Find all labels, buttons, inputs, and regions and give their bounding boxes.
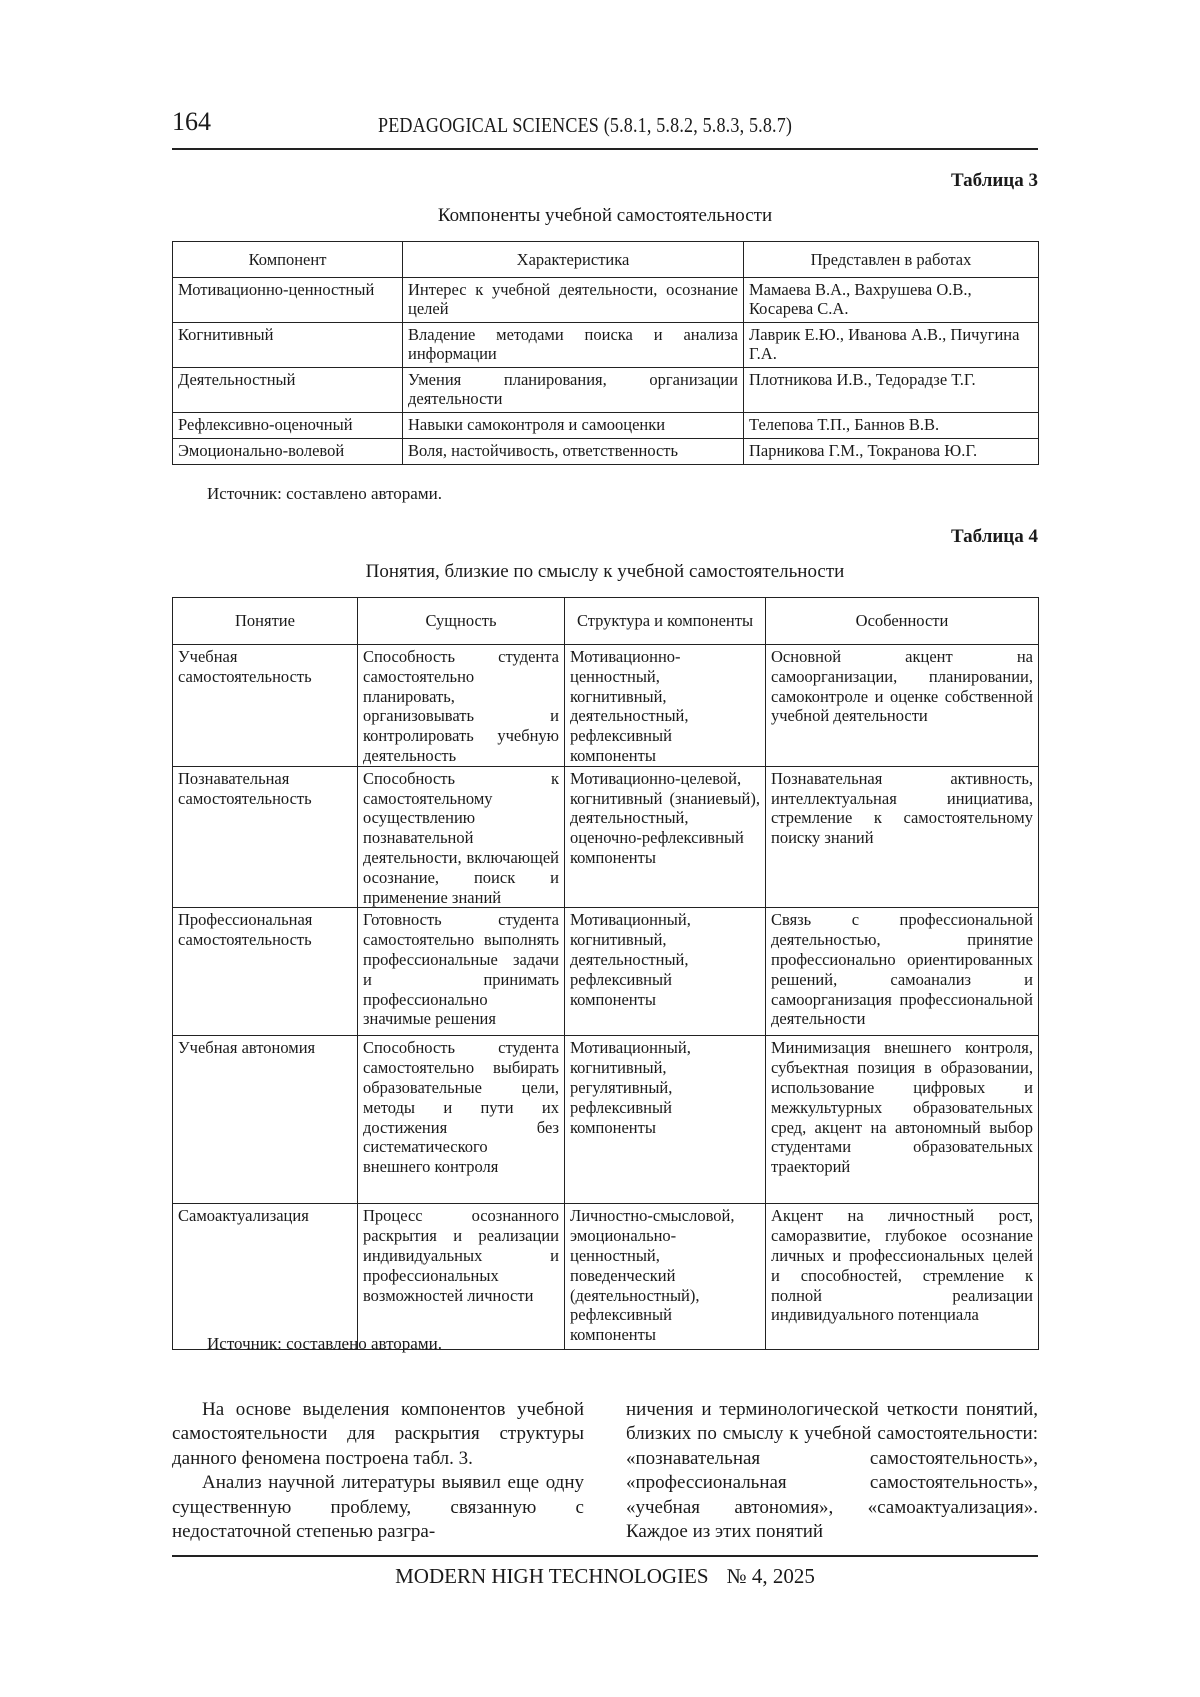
table3-cell: Плотникова И.В., Тедорадзе Т.Г.	[744, 368, 1039, 413]
table4-cell: Основной акцент на самоорганизации, планировании, самоконтроле и оценке собственной учебной деятельности	[766, 645, 1039, 767]
table3-header-cell: Компонент	[173, 242, 403, 278]
body-paragraph: На основе выделения компонентов учебной самостоятельности для раскрытия структуры данного феномена построена табл. 3.	[172, 1399, 584, 1469]
table3-cell: Лаврик Е.Ю., Иванова А.В., Пичугина Г.А.	[744, 323, 1039, 368]
table3-cell: Рефлексивно-оценочный	[173, 413, 403, 439]
table3-cell: Мамаева В.А., Вахрушева О.В., Косарева С.А.	[744, 278, 1039, 323]
table3-title: Компоненты учебной самостоятельности	[437, 205, 773, 226]
table4-row	[173, 766, 1039, 908]
table3-label: Таблица 3	[950, 170, 1038, 191]
table4-cell: Акцент на личностный рост, саморазвитие, глубокое осознание личных и профессиональных целей и способностей, стремление к полной реализации индивидуального потенциала	[766, 1204, 1039, 1350]
body-paragraph: ничения и терминологической четкости понятий, близких по смыслу к учебной самостоятельности: «познавательная самостоятельность», «профессиональная самостоятельность», «учебная автономия», «самоактуализация». Каждое из этих понятий	[626, 1399, 1038, 1543]
table4-row	[173, 1036, 1039, 1204]
table3-cell: Телепова Т.П., Баннов В.В.	[744, 413, 1039, 439]
table4-cell: Мотивационный, когнитивный, деятельностный, рефлексивный компоненты	[565, 908, 766, 1036]
table4	[172, 597, 1039, 1350]
table4-row	[173, 645, 1039, 767]
table3-cell: Навыки самоконтроля и самооценки	[403, 413, 744, 439]
table3-cell: Эмоционально-волевой	[173, 439, 403, 465]
table4-cell: Мотивационно-ценностный, когнитивный, деятельностный, рефлексивный компоненты	[565, 645, 766, 767]
body-column-right	[626, 1398, 1038, 1544]
table4-cell: Способность студента самостоятельно планировать, организовывать и контролировать учебную деятельность	[358, 645, 565, 767]
table3	[172, 241, 1039, 465]
journal-page	[172, 0, 1038, 1697]
table4-header-cell: Структура и компоненты	[565, 598, 766, 645]
table4-label: Таблица 4	[950, 526, 1038, 547]
table4-cell: Связь с профессиональной деятельностью, принятие профессионально ориентированных решений, самоанализ и самоорганизация профессиональной деятельности	[766, 908, 1039, 1036]
table4-cell: Самоактуализация	[173, 1204, 358, 1350]
table4-header-row	[173, 598, 1039, 645]
table4-row	[173, 1204, 1039, 1350]
table4-cell: Готовность студента самостоятельно выполнять профессиональные задачи и принимать профессионально значимые решения	[358, 908, 565, 1036]
table3-header-row	[173, 242, 1039, 278]
page-header	[172, 106, 1038, 150]
table3-cell: Воля, настойчивость, ответственность	[403, 439, 744, 465]
journal-section-title: PEDAGOGICAL SCIENCES (5.8.1, 5.8.2, 5.8.3, 5.8.7)	[378, 113, 793, 137]
table3-row	[173, 413, 1039, 439]
footer-issue: № 4, 2025	[726, 1564, 815, 1588]
table4-cell: Мотивационный, когнитивный, регулятивный, рефлексивный компоненты	[565, 1036, 766, 1204]
table3-cell: Когнитивный	[173, 323, 403, 368]
table4-cell: Познавательная активность, интеллектуальная инициатива, стремление к самостоятельному поиску знаний	[766, 766, 1039, 908]
table4-cell: Процесс осознанного раскрытия и реализации индивидуальных и профессиональных возможностей личности	[358, 1204, 565, 1350]
table3-row	[173, 368, 1039, 413]
table3-row	[173, 439, 1039, 465]
table3-cell: Деятельностный	[173, 368, 403, 413]
table4-source: Источник: составлено авторами.	[207, 1334, 442, 1353]
table4-row	[173, 908, 1039, 1036]
table3-cell: Мотивационно-ценностный	[173, 278, 403, 323]
table3-cell: Парникова Г.М., Токранова Ю.Г.	[744, 439, 1039, 465]
table4-title: Понятия, близкие по смыслу к учебной самостоятельности	[365, 561, 845, 582]
page-footer	[172, 1555, 1038, 1591]
table4-header-cell: Особенности	[766, 598, 1039, 645]
table4-header-cell: Сущность	[358, 598, 565, 645]
body-column-left	[172, 1398, 584, 1544]
page-number: 164	[172, 107, 211, 136]
table4-cell: Учебная самостоятельность	[173, 645, 358, 767]
table3-header-cell: Характеристика	[403, 242, 744, 278]
table3-cell: Интерес к учебной деятельности, осознание целей	[403, 278, 744, 323]
table4-cell: Способность студента самостоятельно выбирать образовательные цели, методы и пути их достижения без систематического внешнего контроля	[358, 1036, 565, 1204]
table4-cell: Способность к самостоятельному осуществлению познавательной деятельности, включающей осознание, поиск и применение знаний	[358, 766, 565, 908]
table4-cell: Минимизация внешнего контроля, субъектная позиция в образовании, использование цифровых и межкультурных образовательных сред, акцент на автономный выбор студентами образовательных траекторий	[766, 1036, 1039, 1204]
footer-journal: MODERN HIGH TECHNOLOGIES	[395, 1564, 709, 1588]
table3-source: Источник: составлено авторами.	[207, 484, 442, 503]
table4-cell: Личностно-смысловой, эмоционально-ценностный, поведенческий (деятельностный), рефлексивный компоненты	[565, 1204, 766, 1350]
table3-cell: Умения планирования, организации деятельности	[403, 368, 744, 413]
table4-cell: Профессиональная самостоятельность	[173, 908, 358, 1036]
body-paragraph: Анализ научной литературы выявил еще одну существенную проблему, связанную с недостаточной степенью разгра-	[172, 1472, 584, 1543]
table4-cell: Мотивационно-целевой, когнитивный (знаниевый), деятельностный, оценочно-рефлексивный компоненты	[565, 766, 766, 908]
table3-row	[173, 278, 1039, 323]
table3-row	[173, 323, 1039, 368]
table3-header-cell: Представлен в работах	[744, 242, 1039, 278]
table4-cell: Учебная автономия	[173, 1036, 358, 1204]
table3-cell: Владение методами поиска и анализа информации	[403, 323, 744, 368]
table4-header-cell: Понятие	[173, 598, 358, 645]
table4-cell: Познавательная самостоятельность	[173, 766, 358, 908]
